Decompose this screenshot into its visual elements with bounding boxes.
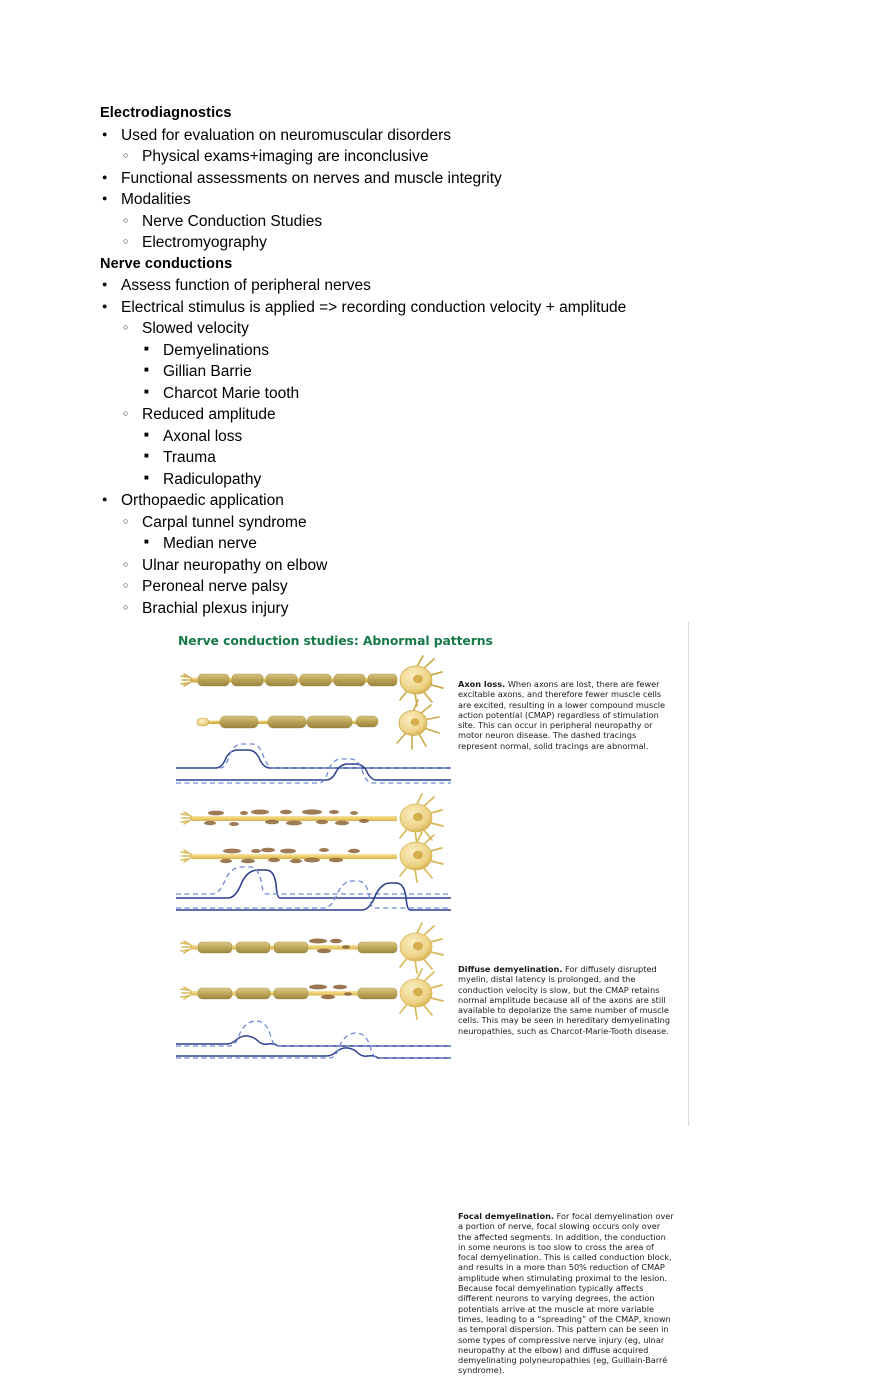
circle-bullet-icon bbox=[123, 211, 139, 235]
outline-item-label: Physical exams+imaging are inconclusive bbox=[142, 148, 429, 165]
outline-item bbox=[121, 318, 800, 404]
diffuse-demyelination-tracings bbox=[176, 867, 451, 910]
outline-item-label: Orthopaedic application bbox=[121, 492, 284, 509]
outline-item-label: Brachial plexus injury bbox=[142, 599, 289, 617]
axon-loss-tracings bbox=[176, 744, 451, 783]
circle-bullet-icon bbox=[123, 232, 139, 256]
diffuse-demyelination-illustration bbox=[176, 790, 451, 915]
outline-list-level-3 bbox=[142, 533, 800, 555]
disc-bullet-icon bbox=[102, 168, 118, 192]
square-bullet-icon bbox=[144, 469, 160, 493]
axon-loss-caption bbox=[458, 679, 674, 751]
circle-bullet-icon bbox=[123, 146, 139, 170]
outline-item bbox=[142, 361, 800, 383]
focal-demyelination-caption-title: Focal demyelination. bbox=[458, 1211, 555, 1221]
axon-loss-caption-title: Axon loss. bbox=[458, 679, 506, 689]
square-bullet-icon bbox=[144, 533, 160, 557]
diffuse-demyelination-caption-title: Diffuse demyelination. bbox=[458, 964, 563, 974]
outline-item bbox=[121, 232, 800, 254]
lecture-notes bbox=[100, 103, 800, 619]
neuron-focal-demyel-1 bbox=[181, 923, 443, 973]
outline-item bbox=[142, 426, 800, 448]
outline-item-label: Nerve Conduction Studies bbox=[142, 212, 323, 230]
outline-item-label: Electromyography bbox=[142, 234, 267, 251]
disc-bullet-icon bbox=[102, 490, 118, 514]
neuron-diffuse-demyel-2 bbox=[181, 832, 443, 882]
outline-item-label: Slowed velocity bbox=[142, 320, 249, 337]
square-bullet-icon bbox=[144, 361, 160, 385]
outline-item-label: Used for evaluation on neuromuscular disorders bbox=[121, 126, 451, 144]
circle-bullet-icon bbox=[123, 598, 139, 622]
neuron-axon-loss bbox=[197, 700, 439, 749]
disc-bullet-icon bbox=[102, 297, 118, 321]
outline-item bbox=[121, 555, 800, 577]
outline-item bbox=[100, 168, 800, 190]
outline-item bbox=[100, 189, 800, 254]
outline-item-label: Modalities bbox=[121, 191, 191, 208]
square-bullet-icon bbox=[144, 447, 160, 471]
outline-item bbox=[100, 490, 800, 619]
square-bullet-icon bbox=[144, 426, 160, 450]
outline-list-level-2 bbox=[121, 512, 800, 620]
panel-diffuse-demyelination bbox=[176, 790, 689, 1036]
disc-bullet-icon bbox=[102, 125, 118, 149]
neuron-normal bbox=[181, 656, 443, 706]
diffuse-demyelination-caption-body: For diffusely disrupted myelin, distal latency is prolonged, and the conduction velocity is slow, but the CMAP retains normal amplitude because all of the axons are still available to depolarize the same number of muscle cells. This may be seen in hereditary demyelinating neuropathies, such as Charcot-Marie-Tooth disease. bbox=[458, 964, 671, 1036]
outline-item-label: Median nerve bbox=[163, 535, 257, 552]
outline-item bbox=[100, 297, 800, 491]
outline-item-label: Functional assessments on nerves and muscle integrity bbox=[121, 169, 502, 187]
circle-bullet-icon bbox=[123, 576, 139, 600]
square-bullet-icon bbox=[144, 340, 160, 364]
outline-item bbox=[142, 533, 800, 555]
outline-item-label: Carpal tunnel syndrome bbox=[142, 513, 307, 531]
figure-title: Nerve conduction studies: Abnormal patterns bbox=[178, 633, 493, 648]
panel-focal-demyelination bbox=[176, 915, 689, 1376]
outline-item bbox=[100, 125, 800, 168]
axon-loss-illustration bbox=[176, 650, 451, 790]
outline-list-level-2 bbox=[121, 146, 800, 168]
outline-item-label: Reduced amplitude bbox=[142, 406, 276, 423]
outline-item-label: Peroneal nerve palsy bbox=[142, 578, 288, 595]
outline-item-label: Gillian Barrie bbox=[163, 363, 252, 380]
disc-bullet-icon bbox=[102, 275, 118, 299]
outline-item-label: Axonal loss bbox=[163, 427, 243, 445]
outline-item-label: Radiculopathy bbox=[163, 470, 262, 488]
outline-item bbox=[121, 576, 800, 598]
axon-loss-caption-body: When axons are lost, there are fewer excitable axons, and therefore fewer muscle cells are excited, resulting in a lower compound muscle action potential (CMAP) regardless of stimulation site. This can occur in peripheral neuropathy or motor neuron disease. The dashed tracings represent normal, solid tracings are abnormal. bbox=[458, 679, 666, 751]
outline-list-level-2 bbox=[121, 318, 800, 490]
outline-list-level-3 bbox=[142, 426, 800, 491]
outline-list-level-3 bbox=[142, 340, 800, 405]
outline-list-level-1 bbox=[100, 275, 800, 619]
outline-list-level-2 bbox=[121, 211, 800, 254]
circle-bullet-icon bbox=[123, 318, 139, 342]
outline-item bbox=[142, 447, 800, 469]
neuron-focal-demyel-2 bbox=[181, 969, 443, 1019]
outline-item bbox=[142, 469, 800, 491]
outline-item-label: Charcot Marie tooth bbox=[163, 384, 300, 402]
outline-item-label: Demyelinations bbox=[163, 341, 269, 359]
neuron-diffuse-demyel-1 bbox=[181, 794, 443, 844]
focal-demyelination-tracings bbox=[176, 1021, 451, 1058]
outline-item bbox=[121, 598, 800, 620]
focal-demyelination-caption-body: For focal demyelination over a portion of nerve, focal slowing occurs only over the affected segments. In addition, the conduction in some neurons is too slow to cross the area of focal demyelination. This is called conduction block, and results in a more than 50% reduction of CMAP amplitude when stimulating proximal to the lesion. Because focal demyelination typically affects different neurons to varying degrees, the action potentials arrive at the muscle at more variable times, leading to a “spreading” of the CMAP, known as temporal dispersion. This pattern can be seen in some types of compressive nerve injury (eg, ulnar neuropathy at the elbow) and diffuse acquired demyelinating polyneuropathies (eg, Guillain-Barré syndrome). bbox=[458, 1211, 674, 1376]
outline-item bbox=[121, 512, 800, 555]
focal-demyelination-illustration bbox=[176, 915, 451, 1065]
outline-item bbox=[100, 275, 800, 297]
outline-item bbox=[142, 383, 800, 405]
outline-item bbox=[121, 146, 800, 168]
disc-bullet-icon bbox=[102, 189, 118, 213]
circle-bullet-icon bbox=[123, 555, 139, 579]
square-bullet-icon bbox=[144, 383, 160, 407]
outline-item-label: Assess function of peripheral nerves bbox=[121, 277, 371, 294]
circle-bullet-icon bbox=[123, 404, 139, 428]
section-heading: Electrodiagnostics bbox=[100, 105, 232, 121]
panel-axon-loss bbox=[176, 650, 689, 790]
outline-item-label: Electrical stimulus is applied => recording conduction velocity + amplitude bbox=[121, 298, 627, 316]
nerve-conduction-figure bbox=[176, 622, 689, 1376]
outline-item-label: Trauma bbox=[163, 449, 216, 466]
circle-bullet-icon bbox=[123, 512, 139, 536]
outline-item-label: Ulnar neuropathy on elbow bbox=[142, 556, 328, 574]
focal-demyelination-caption bbox=[458, 1211, 674, 1376]
outline-item bbox=[142, 340, 800, 362]
outline-list-level-1 bbox=[100, 125, 800, 254]
section-heading: Nerve conductions bbox=[100, 255, 233, 272]
outline-item bbox=[121, 211, 800, 233]
outline-item bbox=[121, 404, 800, 490]
